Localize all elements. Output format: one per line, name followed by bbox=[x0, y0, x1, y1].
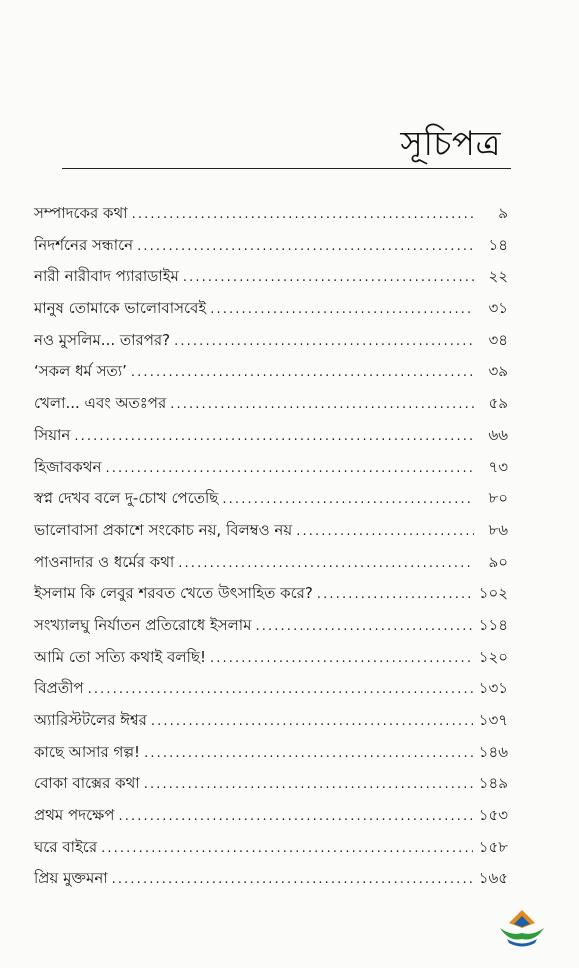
dot-leader bbox=[170, 389, 474, 421]
toc-entry-page: ২২ bbox=[488, 267, 508, 286]
toc-entry-page: ৮০ bbox=[488, 489, 508, 508]
dot-leader bbox=[105, 453, 474, 485]
toc-entry[interactable] bbox=[34, 705, 508, 737]
toc-entry[interactable] bbox=[34, 673, 508, 705]
toc-entry-title: বোকা বাক্সের কথা bbox=[34, 774, 140, 793]
toc-entry[interactable] bbox=[34, 547, 508, 579]
page-title: সূচিপত্র bbox=[400, 124, 501, 164]
dot-leader bbox=[137, 231, 474, 263]
dot-leader bbox=[178, 548, 474, 580]
dot-leader bbox=[183, 262, 474, 294]
toc-entry-page: ১৪৯ bbox=[478, 774, 508, 793]
toc-entry-page: ৩৪ bbox=[488, 330, 508, 349]
toc-entry-page: ১৫৩ bbox=[478, 806, 508, 825]
toc-entry[interactable] bbox=[34, 642, 508, 674]
toc-entry-title: নারী নারীবাদ প্যারাডাইম bbox=[34, 267, 179, 286]
dot-leader bbox=[101, 833, 473, 865]
toc-entry-page: ৬৬ bbox=[488, 425, 508, 444]
toc-entry-title: ঘরে বাইরে bbox=[34, 837, 98, 856]
toc-entry-page: ৮৬ bbox=[488, 520, 508, 539]
toc-entry[interactable] bbox=[34, 863, 508, 895]
dot-leader bbox=[317, 579, 473, 611]
toc-entry-title: স্বপ্ন দেখব বলে দু-চোখ পেতেছি bbox=[34, 489, 219, 508]
toc-entry[interactable] bbox=[34, 483, 508, 515]
toc-entry-title: আমি তো সত্যি কথাই বলছি! bbox=[34, 647, 206, 666]
dot-leader bbox=[131, 357, 474, 389]
toc-entry-title: খেলা... এবং অতঃপর bbox=[34, 394, 167, 413]
toc-entry-page: ১৪ bbox=[488, 235, 508, 254]
dot-leader bbox=[88, 674, 473, 706]
toc-entry-page: ১৬৫ bbox=[478, 869, 508, 888]
toc-entry-page: ১৩১ bbox=[478, 679, 508, 698]
toc-entry[interactable] bbox=[34, 388, 508, 420]
table-of-contents bbox=[34, 198, 508, 895]
toc-entry-title: নও মুসলিম... তারপর? bbox=[34, 330, 171, 349]
toc-entry-title: সম্পাদকের কথা bbox=[34, 204, 128, 222]
dot-leader bbox=[112, 864, 473, 896]
toc-entry-page: ৯০ bbox=[488, 552, 508, 571]
toc-entry-page: ১৫৮ bbox=[478, 837, 508, 856]
toc-entry-title: কাছে আসার গল্প! bbox=[34, 742, 141, 761]
toc-entry-page: ৩১ bbox=[488, 299, 508, 318]
toc-entry-title: হিজাবকথন bbox=[34, 457, 102, 476]
toc-entry-title: নিদর্শনের সন্ধানে bbox=[34, 235, 134, 254]
title-divider bbox=[62, 168, 511, 169]
dot-leader bbox=[222, 484, 474, 516]
toc-entry[interactable] bbox=[34, 452, 508, 484]
toc-entry-title: প্রিয় মুক্তমনা bbox=[34, 869, 108, 888]
toc-entry-title: ইসলাম কি লেবুর শরবত খেতে উৎসাহিত করে? bbox=[34, 584, 313, 603]
dot-leader bbox=[255, 611, 472, 643]
dot-leader bbox=[144, 769, 473, 801]
toc-entry[interactable] bbox=[34, 198, 508, 230]
toc-entry-title: সিয়ান bbox=[34, 425, 71, 444]
toc-entry[interactable] bbox=[34, 325, 508, 357]
toc-entry[interactable] bbox=[34, 261, 508, 293]
dot-leader bbox=[210, 294, 474, 326]
toc-entry[interactable] bbox=[34, 610, 508, 642]
toc-entry-title: মানুষ তোমাকে ভালোবাসবেই bbox=[34, 299, 207, 318]
toc-entry[interactable] bbox=[34, 832, 508, 864]
dot-leader bbox=[144, 738, 473, 770]
toc-entry[interactable] bbox=[34, 800, 508, 832]
dot-leader bbox=[296, 516, 474, 548]
toc-entry-page: ১২০ bbox=[478, 647, 508, 666]
toc-entry-title: সংখ্যালঘু নির্যাতন প্রতিরোধে ইসলাম bbox=[34, 615, 252, 634]
dot-leader bbox=[132, 199, 474, 231]
toc-entry-title: ‘সকল ধর্ম সত্য’ bbox=[34, 362, 127, 381]
dot-leader bbox=[118, 801, 472, 833]
dot-leader bbox=[174, 326, 474, 358]
dot-leader bbox=[210, 643, 473, 675]
toc-entry-title: ভালোবাসা প্রকাশে সংকোচ নয়, বিলম্বও নয় bbox=[34, 520, 293, 539]
toc-entry-page: ১৪৬ bbox=[478, 742, 508, 761]
toc-entry-title: অ্যারিস্টটলের ঈশ্বর bbox=[34, 711, 147, 729]
toc-entry-page: ৩৯ bbox=[488, 362, 508, 381]
toc-entry-title: বিপ্রতীপ bbox=[34, 679, 84, 698]
toc-entry[interactable] bbox=[34, 578, 508, 610]
toc-entry-title: পাওনাদার ও ধর্মের কথা bbox=[34, 552, 175, 571]
dot-leader bbox=[151, 706, 473, 738]
toc-entry[interactable] bbox=[34, 515, 508, 547]
toc-entry[interactable] bbox=[34, 293, 508, 325]
toc-entry[interactable] bbox=[34, 737, 508, 769]
toc-entry-page: ১০২ bbox=[478, 584, 508, 603]
toc-entry-page: ৭৩ bbox=[488, 457, 508, 476]
toc-entry[interactable] bbox=[34, 230, 508, 262]
publisher-logo-icon bbox=[497, 906, 547, 950]
dot-leader bbox=[74, 421, 474, 453]
toc-entry-title: প্রথম পদক্ষেপ bbox=[34, 806, 115, 825]
toc-entry-page: ৫৯ bbox=[488, 394, 508, 413]
toc-entry-page: ১৩৭ bbox=[478, 711, 508, 729]
toc-entry-page: ৯ bbox=[498, 204, 508, 222]
toc-entry[interactable] bbox=[34, 420, 508, 452]
toc-entry[interactable] bbox=[34, 356, 508, 388]
toc-entry[interactable] bbox=[34, 768, 508, 800]
toc-entry-page: ১১৪ bbox=[478, 615, 508, 634]
